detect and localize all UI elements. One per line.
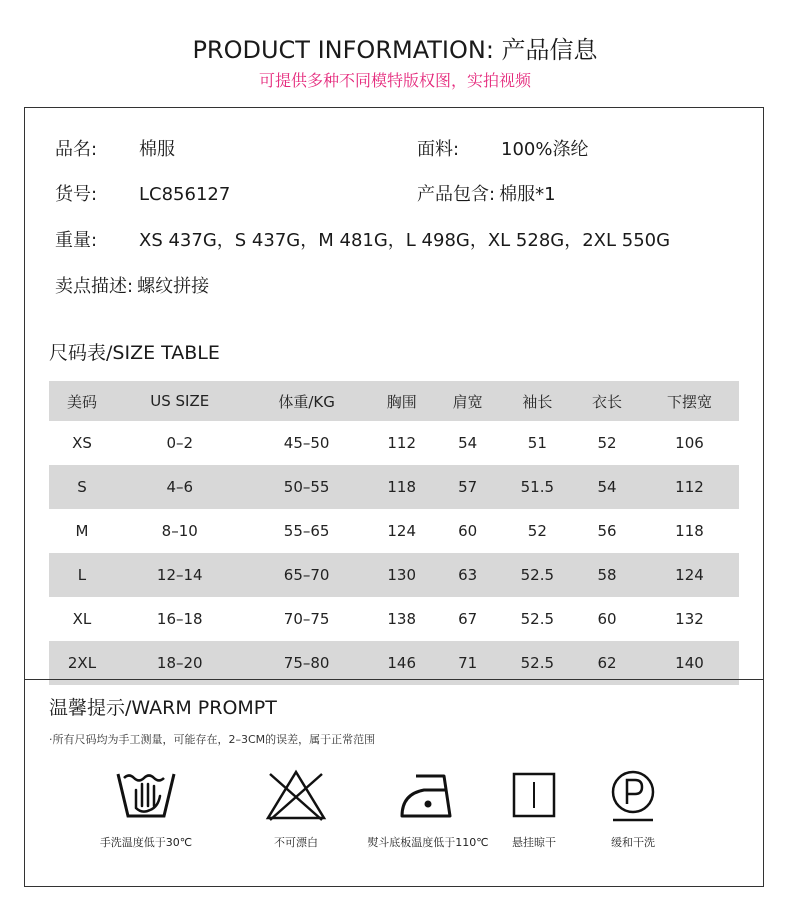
label-char: 品 [55,139,73,160]
table-cell: 0–2 [166,434,194,452]
table-header-cell: 肩宽 [435,381,501,421]
care-dry-clean [568,768,698,850]
care-label: 缓和干洗 [611,836,655,849]
table-cell: 60 [458,522,478,540]
table-header-cell: 衣长 [574,381,640,421]
info-row-name [55,137,175,163]
table-cell: 60 [597,610,617,628]
table-cell: 56 [597,522,617,540]
table-header-row [49,381,739,421]
info-row-selling [55,274,209,300]
table-cell: 52 [527,522,547,540]
table-cell: 130 [369,553,435,597]
table-cell: 52.5 [501,641,574,685]
table-cell: 45–50 [283,434,330,452]
table-cell: 54 [574,465,640,509]
no-bleach-icon [264,768,328,824]
table-cell: 51 [527,434,547,452]
table-header-cell: 下摆宽 [640,381,739,421]
selling-label: 卖点描述: [55,276,134,297]
table-cell: 65–70 [245,553,369,597]
table-cell: 118 [369,465,435,509]
dry-clean-p-icon [601,768,665,824]
table-cell: 54 [458,434,478,452]
table-cell: M [75,522,89,540]
table-cell: 75–80 [245,641,369,685]
table-cell: 112 [640,465,739,509]
table-cell: 18–20 [115,641,245,685]
contents-value: 棉服*1 [499,184,556,205]
table-cell: 140 [640,641,739,685]
section-divider [25,679,763,680]
table-header-cell: 美码 [49,381,115,421]
label-char: 名: [73,139,98,160]
table-cell: 124 [387,522,417,540]
table-cell: 118 [675,522,704,540]
table-cell: 16–18 [156,610,203,628]
table-cell: 106 [675,434,704,452]
table-cell: 71 [435,641,501,685]
table-cell: 70–75 [283,610,330,628]
label-char: 重 [55,230,73,251]
weight-value: XS 437G，S 437G，M 481G，L 498G，XL 528G，2XL 550G [139,230,671,251]
table-row [49,421,739,465]
label-char: 货 [55,184,73,205]
page-subtitle: 可提供多种不同模特版权图，实拍视频 [258,71,531,90]
info-row-sku [55,182,230,208]
care-label: 熨斗底板温度低于110℃ [367,836,489,849]
table-cell: 2XL [49,641,115,685]
table-header-cell: 胸围 [369,381,435,421]
table-cell: 132 [675,610,704,628]
care-label: 悬挂晾干 [512,836,556,849]
label-char: 面 [417,139,435,160]
warm-prompt-title: 温馨提示/WARM PROMPT [49,697,277,719]
hang-dry-icon [502,768,566,824]
table-row [49,597,739,641]
hand-wash-icon [114,768,178,824]
label-char: 号: [73,184,98,205]
table-cell: 50–55 [245,465,369,509]
table-header-cell: 体重/KG [245,381,369,421]
table-cell: 146 [369,641,435,685]
care-no-bleach [231,768,361,850]
table-cell: 138 [387,610,417,628]
name-value: 棉服 [139,139,175,160]
table-cell: 112 [387,434,417,452]
measurement-note: ·所有尺码均为手工测量，可能存在，2–3CM的误差，属于正常范围 [49,733,376,746]
selling-value: 螺纹拼接 [137,276,210,297]
table-cell: 52 [597,434,617,452]
table-cell: 63 [435,553,501,597]
size-table-title: 尺码表/SIZE TABLE [49,342,220,364]
table-cell: 8–10 [161,522,198,540]
table-cell: XL [72,610,92,628]
info-row-contents [417,182,556,208]
page-title: PRODUCT INFORMATION: 产品信息 [192,36,598,64]
size-table [49,381,739,685]
table-cell: 52.5 [520,610,555,628]
table-cell: L [49,553,115,597]
table-row [49,553,739,597]
care-hand-wash [81,768,211,850]
table-cell: 58 [574,553,640,597]
sku-value: LC856127 [139,184,231,205]
table-cell: S [49,465,115,509]
table-cell: 67 [458,610,478,628]
table-cell: 4–6 [115,465,245,509]
label-char: 料: [435,139,460,160]
table-header-cell: 袖长 [501,381,574,421]
table-cell: 52.5 [501,553,574,597]
contents-label: 产品包含: [417,184,496,205]
iron-icon [396,768,460,824]
table-cell: 51.5 [501,465,574,509]
table-cell: XS [72,434,92,452]
table-row [49,509,739,553]
table-cell: 55–65 [283,522,330,540]
info-row-fabric [417,137,588,163]
table-cell: 12–14 [115,553,245,597]
table-cell: 57 [435,465,501,509]
care-label: 手洗温度低于30℃ [99,836,193,849]
fabric-value: 100%涤纶 [501,139,589,160]
table-row [49,465,739,509]
info-row-weight [55,228,670,254]
label-char: 量: [73,230,98,251]
table-cell: 62 [574,641,640,685]
table-header-cell: US SIZE [115,381,245,421]
info-frame [24,107,764,887]
care-label: 不可漂白 [274,836,318,849]
table-cell: 124 [640,553,739,597]
